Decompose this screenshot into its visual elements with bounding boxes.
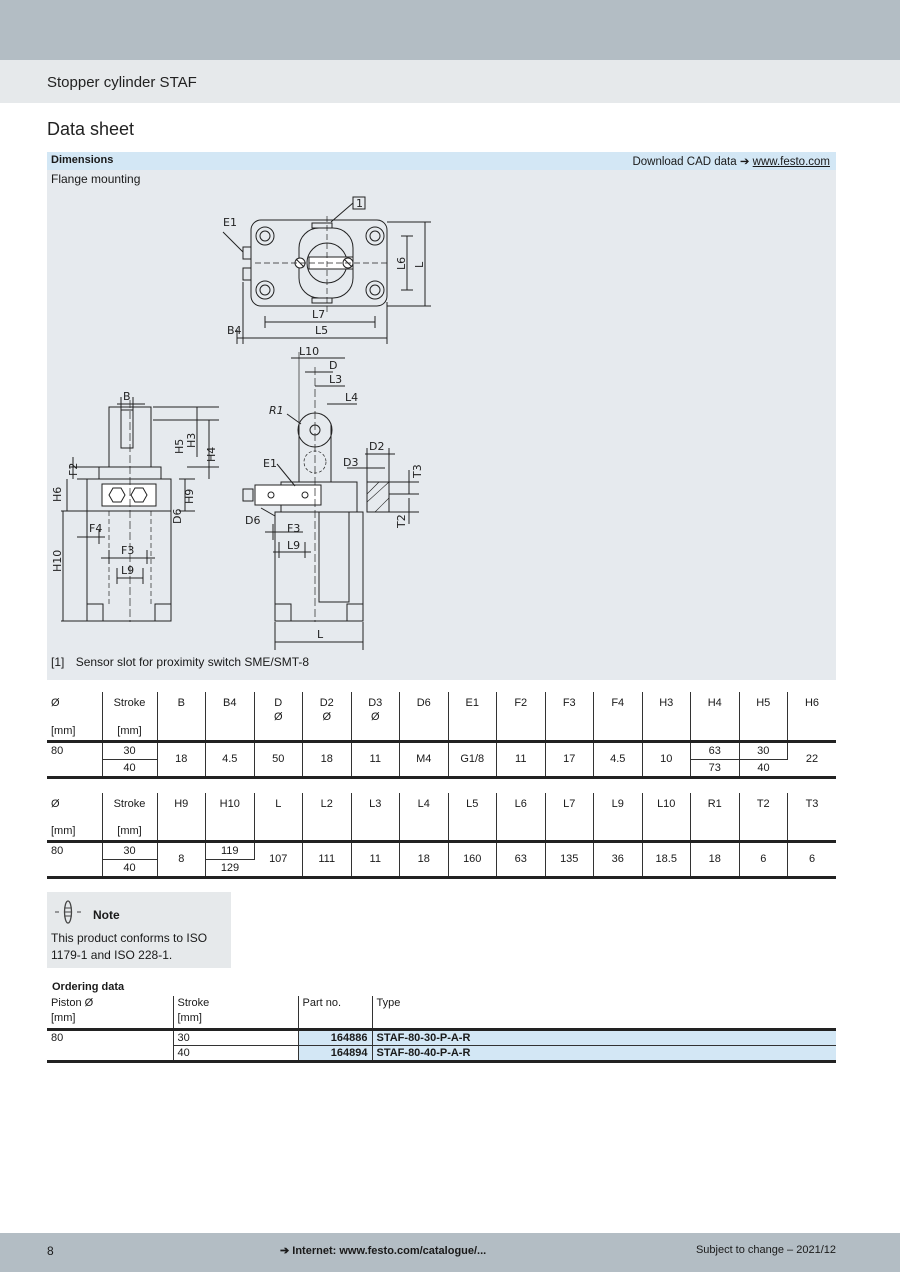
col-header: F3 (545, 692, 594, 725)
col-header: H9 (157, 793, 206, 825)
col-header: B4 (206, 692, 255, 725)
value-cell: 40 (739, 759, 788, 777)
type-code: STAF-80-30-P-A-R (372, 1029, 836, 1045)
ordering-table (47, 996, 836, 1063)
note-title: Note (93, 908, 120, 922)
value-cell: 17 (545, 741, 594, 777)
value-cell: 50 (254, 741, 303, 777)
diameter-cell: 80 (47, 741, 102, 777)
dim-label-d6-side: D6 (245, 514, 261, 527)
dim-label-d6: D6 (171, 508, 184, 524)
dim-label-b4: B4 (227, 324, 242, 337)
value-cell: 18.5 (642, 841, 691, 877)
col-header: Type (376, 997, 401, 1009)
value-cell: 4.5 (594, 741, 643, 777)
col-header: Ø (47, 692, 102, 725)
dim-label-f2: F2 (67, 462, 80, 476)
stroke-cell: 40 (173, 1045, 298, 1061)
change-notice: Subject to change – 2021/12 (695, 1244, 836, 1256)
dim-label-b: B (123, 390, 131, 403)
stroke-cell: 30 (102, 741, 157, 759)
dim-label-d3: D3 (343, 456, 359, 469)
col-header: H5 (739, 692, 788, 725)
col-header: H4 (691, 692, 740, 725)
unit-label: [mm] (47, 725, 102, 741)
dim-label-e1-side: E1 (263, 457, 277, 470)
type-code: STAF-80-40-P-A-R (372, 1045, 836, 1061)
value-cell: 18 (400, 841, 449, 877)
section-title: Data sheet (47, 119, 135, 139)
note-text: This product conforms to ISO 1179-1 and ISO 228-1. (51, 931, 208, 962)
dimension-table-1 (47, 692, 836, 779)
note-box (47, 892, 231, 968)
col-header: L2 (303, 793, 352, 825)
front-view (61, 397, 219, 622)
internet-link[interactable]: ➔ Internet: www.festo.com/catalogue/... (280, 1245, 487, 1257)
dim-label-r1: R1 (269, 404, 284, 417)
col-header: L7 (545, 793, 594, 825)
value-cell: 129 (206, 859, 255, 877)
part-number: 164894 (298, 1045, 372, 1061)
col-header: F4 (594, 692, 643, 725)
dim-label-h5: H5 (173, 438, 186, 454)
dim-label-d: D (329, 359, 338, 372)
unit-label: [mm] (102, 725, 157, 741)
ordering-title: Ordering data (52, 981, 125, 993)
col-header: Stroke (102, 692, 157, 725)
part-number: 164886 (298, 1029, 372, 1045)
dimensions-title: Dimensions (51, 154, 114, 166)
col-header: R1 (691, 793, 740, 825)
stroke-cell: 40 (102, 759, 157, 777)
stroke-cell: 40 (102, 859, 157, 877)
stroke-cell: 30 (102, 841, 157, 859)
page-footer (0, 1233, 900, 1272)
unit-label: [mm] (47, 1011, 173, 1029)
value-cell: 22 (788, 741, 837, 777)
col-header: L (254, 793, 303, 825)
page-header-title: Stopper cylinder STAF (47, 74, 197, 91)
col-header: F2 (497, 692, 546, 725)
col-header: T2 (739, 793, 788, 825)
col-header: L4 (400, 793, 449, 825)
col-header: Piston Ø (47, 996, 173, 1011)
unit-label: [mm] (47, 825, 102, 841)
col-header: L5 (448, 793, 497, 825)
col-header: H10 (206, 793, 255, 825)
dim-label-h3: H3 (185, 432, 198, 448)
col-header: H3 (642, 692, 691, 725)
col-header: L9 (594, 793, 643, 825)
col-header: D3 Ø (351, 692, 400, 725)
dim-label-f4: F4 (89, 522, 103, 535)
dim-label-h10: H10 (51, 549, 64, 572)
dim-label-l4: L4 (345, 391, 359, 404)
value-cell: 63 (691, 741, 740, 759)
cad-label: Download CAD data ➔ (632, 156, 750, 168)
dim-label-l6: L6 (395, 256, 408, 270)
value-cell: 11 (497, 741, 546, 777)
footnote-ref: [1] (51, 655, 65, 669)
dim-label-t2: T2 (395, 514, 408, 528)
dim-label-l5: L5 (315, 324, 329, 337)
col-header: Stroke (102, 793, 157, 825)
value-cell: 11 (351, 741, 400, 777)
col-header: B (157, 692, 206, 725)
technical-drawing (47, 152, 836, 652)
value-cell: 30 (739, 741, 788, 759)
col-header: T3 (805, 798, 819, 810)
value-cell: M4 (400, 741, 449, 777)
value-cell: 111 (303, 841, 352, 877)
dimensions-footnote (51, 655, 309, 669)
col-header: L6 (497, 793, 546, 825)
col-header: Stroke (173, 996, 298, 1011)
dim-label-callout: 1 (356, 197, 363, 210)
stroke-cell: 30 (173, 1029, 298, 1045)
dim-label-e1: E1 (223, 216, 237, 229)
unit-label: [mm] (173, 1011, 298, 1029)
note-icon (53, 899, 83, 925)
value-cell: 135 (545, 841, 594, 877)
value-cell: G1/8 (448, 741, 497, 777)
dim-label-l3: L3 (329, 373, 343, 386)
dim-label-l9: L9 (121, 564, 135, 577)
dim-label-h4: H4 (205, 446, 218, 462)
diameter-cell: 80 (47, 841, 102, 877)
value-cell: 8 (157, 841, 206, 877)
col-header: L3 (351, 793, 400, 825)
value-cell: 10 (642, 741, 691, 777)
value-cell: 18 (691, 841, 740, 877)
value-cell: 160 (448, 841, 497, 877)
dimension-table-2 (47, 793, 836, 879)
unit-label: [mm] (102, 825, 157, 841)
footnote-text: Sensor slot for proximity switch SME/SMT-8 (75, 655, 310, 669)
dim-label-h6: H6 (51, 486, 64, 502)
value-cell: 119 (206, 841, 255, 859)
value-cell: 18 (157, 741, 206, 777)
value-cell: 11 (351, 841, 400, 877)
col-header: D6 (400, 692, 449, 725)
value-cell: 18 (303, 741, 352, 777)
dim-label-l7: L7 (312, 308, 326, 321)
col-header: H6 (804, 697, 820, 709)
dim-label-f3: F3 (121, 544, 135, 557)
value-cell: 6 (788, 841, 837, 877)
dim-label-f3-side: F3 (287, 522, 301, 535)
col-header: E1 (448, 692, 497, 725)
dim-label-t3: T3 (411, 464, 424, 478)
drawing-labels (51, 197, 426, 641)
piston-cell: 80 (47, 1029, 173, 1061)
value-cell: 63 (497, 841, 546, 877)
col-header: Ø (47, 793, 102, 825)
dim-label-l10: L10 (299, 345, 320, 358)
col-header: Part no. (298, 996, 372, 1011)
page-number: 8 (47, 1244, 54, 1258)
value-cell: 36 (594, 841, 643, 877)
col-header: D2 Ø (303, 692, 352, 725)
col-header: L10 (642, 793, 691, 825)
value-cell: 73 (691, 759, 740, 777)
cad-link[interactable]: www.festo.com (752, 156, 830, 168)
side-view (243, 352, 419, 650)
dimensions-subtitle: Flange mounting (51, 172, 141, 186)
dim-label-d2: D2 (369, 440, 385, 453)
value-cell: 4.5 (206, 741, 255, 777)
value-cell: 107 (254, 841, 303, 877)
value-cell: 6 (739, 841, 788, 877)
dim-label-l-side: L (317, 628, 324, 641)
dim-label-l9-side: L9 (287, 539, 301, 552)
dimensions-panel (47, 152, 836, 680)
dim-label-h9: H9 (183, 488, 196, 504)
col-header: D Ø (254, 692, 303, 725)
top-band (0, 0, 900, 60)
dim-label-l: L (413, 261, 426, 268)
